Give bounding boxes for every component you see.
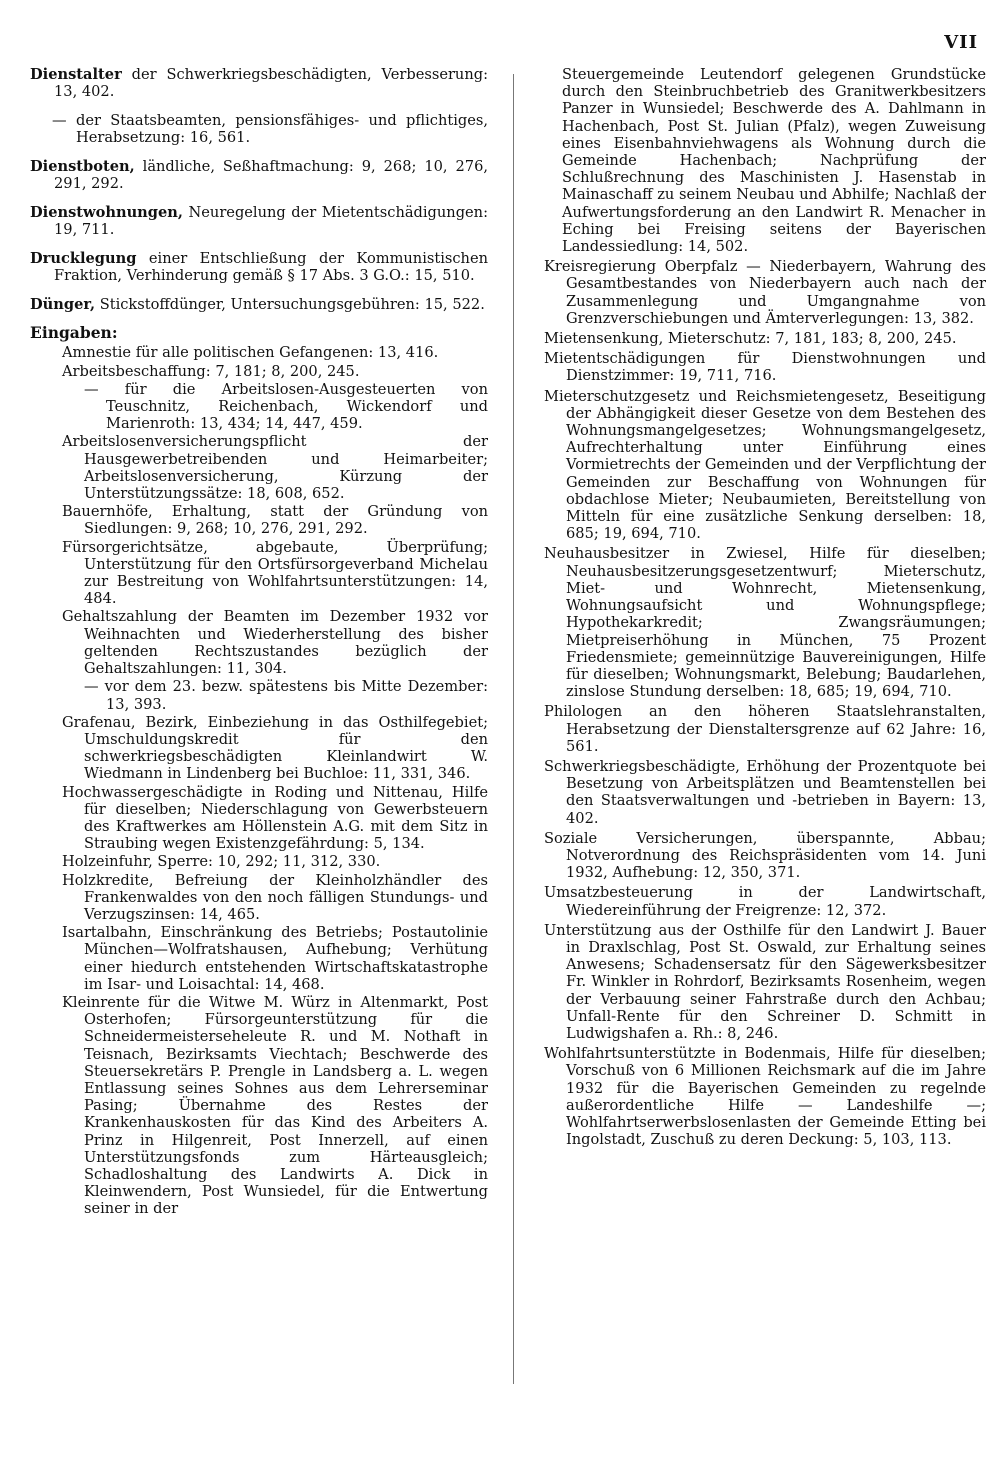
index-entry — [30, 158, 488, 192]
index-entry — [62, 924, 488, 993]
index-entry — [30, 296, 488, 313]
entry-text: Grafenau, Bezirk, Einbeziehung in das Osthilfegebiet; Umschuldungskredit für den schwerkriegsbeschädigten Kleinlandwirt W. Wiedmann in Lindenberg bei Buchloe: 11, 331, 346. — [62, 713, 488, 783]
entry-text: Philologen an den höheren Staatslehranstalten, Herabsetzung der Dienstaltersgrenze auf 62 Jahre: 16, 561. — [544, 703, 986, 755]
entry-text: Steuergemeinde Leutendorf gelegenen Grundstücke durch den Steinbruchbetrieb des Granitwerkbesitzers Panzer in Wunsiedel; Beschwerde des A. Dahlmann in Hachenbach, Post St. Julian (Pfalz), wegen Zuweisung eines Eisenbahnviehwagens als Wohnung durch die Gemeinde Hachenbach; Nachprüfung der Schlußrechnung des Maschinisten J. Hasenstab in Mainaschaff zu seinem Neubau und Abhilfe; Nachlaß der Aufwertungsforderung an den Landwirt R. Menacher in Eching bei Freising seitens der Bayerischen Landessiedlung: 14, 502. — [562, 66, 986, 256]
page-number: VII — [944, 32, 978, 53]
index-entry — [62, 344, 488, 361]
index-entry — [540, 830, 986, 882]
entry-text: Stickstoffdünger, Untersuchungsgebühren: 15, 522. — [95, 295, 485, 313]
index-entry — [30, 250, 488, 284]
left-column — [30, 66, 488, 1219]
section-heading: Eingaben: — [30, 323, 118, 343]
index-entry — [62, 994, 488, 1218]
entry-text: Mieterschutzgesetz und Reichsmietengesetz, Beseitigung der Abhängigkeit dieser Gesetze von dem Bestehen des Wohnungsmangelgesetzes; Wohnungsmangelgesetz, Aufrechterhaltung unter Einführung eines Vormietrechts der Gemeinden und der Verpflichtung der Gemeinden zur Beschaffung von Wohnungen für obdachlose Mieter; Neubaumieten, Bereitstellung von Mitteln für eine zusätzliche Senkung derselben: 18, 685; 19, 694, 710. — [544, 387, 986, 543]
index-entry — [540, 66, 986, 255]
index-entry — [62, 363, 488, 380]
index-entry — [540, 703, 986, 755]
entry-text: Holzkredite, Befreiung der Kleinholzhändler des Frankenwaldes von den noch fälligen Stundungs- und Verzugszinsen: 14, 465. — [62, 871, 488, 923]
index-entry — [62, 784, 488, 853]
index-entry — [30, 204, 488, 238]
index-entry — [62, 853, 488, 870]
entry-text: Fürsorgerichtsätze, abgebaute, Überprüfung; Unterstützung für den Ortsfürsorgeverband Michelau zur Bestreitung von Wohlfahrtsunterstützungen: 14, 484. — [62, 538, 488, 608]
index-entry — [62, 433, 488, 502]
entry-text: Wohlfahrtsunterstützte in Bodenmais, Hilfe für dieselben; Vorschuß von 6 Millionen Reichsmark auf die im Jahre 1932 für die Bayerischen Gemeinden zu regelnde außerordentliche Hilfe — Landeshilfe —; Wohlfahrtserwerbslosenlasten der Gemeinde Etting bei Ingolstadt, Zuschuß zu deren Deckung: 5, 103, 113. — [544, 1045, 986, 1149]
index-entry — [30, 66, 488, 100]
entry-text: — der Staatsbeamten, pensionsfähiges- und pflichtiges, Herabsetzung: 16, 561. — [52, 111, 488, 147]
index-entry — [540, 258, 986, 327]
index-entry — [62, 381, 488, 433]
index-entry — [62, 539, 488, 608]
entry-text: Bauernhöfe, Erhaltung, statt der Gründung von Siedlungen: 9, 268; 10, 276, 291, 292. — [62, 503, 488, 538]
entry-heading: Drucklegung — [30, 249, 137, 267]
index-entry — [540, 330, 986, 347]
index-entry — [540, 1045, 986, 1148]
entry-heading: Dienstboten, — [30, 157, 135, 175]
index-entry — [540, 388, 986, 543]
entry-text: einer Entschließung der Kommunistischen Fraktion, Verhinderung gemäß § 17 Abs. 3 G.O.: 15, 510. — [54, 249, 488, 284]
entry-text: Arbeitsbeschaffung: 7, 181; 8, 200, 245. — [62, 362, 360, 380]
entry-text: Kleinrente für die Witwe M. Würz in Altenmarkt, Post Osterhofen; Fürsorgeunterstützung für die Schneidermeisterseheleute R. und M. Nothaft in Teisnach, Bezirksamts Viechtach; Beschwerde des Steuersekretärs P. Prengle in Landsberg a. L. wegen Entlassung seines Sohnes aus dem Lehrerseminar Pasing; Übernahme des Restes der Krankenhauskosten für das Kind des Arbeiters A. Prinz in Hilgenreit, Post Innerzell, auf einen Unterstützungsfonds zum Härteausgleich; Schadloshaltung des Landwirts A. Dick in Kleinwendern, Post Wunsiedel, für die Entwertung seiner in der — [62, 993, 488, 1218]
index-entry — [62, 714, 488, 783]
index-entry — [540, 922, 986, 1042]
entry-text: Schwerkriegsbeschädigte, Erhöhung der Prozentquote bei Besetzung von Arbeitsplätzen und Beamtenstellen bei den Staatsverwaltungen und -betrieben in Bayern: 13, 402. — [544, 757, 986, 827]
index-entry — [540, 350, 986, 384]
entry-text: Neuhausbesitzer in Zwiesel, Hilfe für dieselben; Neuhausbesitzerungsgesetzentwurf; Mieterschutz, Miet- und Wohnrecht, Mietensenkung, Wohnungsaufsicht und Wohnungspflege; Hypothekarkredit; Zwangsräumungen; Mietpreiserhöhung in München, 75 Prozent Friedensmiete; gemeinnützige Bauvereinigungen, Hilfe für dieselben; Wohnungsmarkt, Belebung; Baudarlehen, zinslose Stundung derselben: 18, 685; 19, 694, 710. — [544, 545, 986, 701]
column-divider — [513, 74, 514, 1384]
right-column — [540, 66, 986, 1151]
index-entry — [62, 678, 488, 712]
entry-text: Arbeitslosenversicherungspflicht der Hausgewerbetreibenden und Heimarbeiter; Arbeitslosenversicherung, Kürzung der Unterstützungssätze: 18, 608, 652. — [62, 433, 488, 503]
eingaben-list — [30, 344, 488, 1217]
entry-text: Neuregelung der Mietentschädigungen: 19, 711. — [54, 203, 488, 238]
entry-text: Unterstützung aus der Osthilfe für den Landwirt J. Bauer in Draxlschlag, Post St. Oswald, zur Erhaltung seines Anwesens; Schadensersatz für den Sägewerksbesitzer Fr. Winkler in Rohrdorf, Bezirksamts Rosenheim, wegen der Verbauung seiner Fahrstraße durch den Achbau; Unfall-Rente für den Schreiner D. Schmitt in Ludwigshafen a. Rh.: 8, 246. — [544, 921, 986, 1042]
index-entry — [540, 884, 986, 918]
entry-text: — für die Arbeitslosen-Ausgesteuerten von Teuschnitz, Reichenbach, Wickendorf und Marienroth: 13, 434; 14, 447, 459. — [84, 380, 488, 433]
entry-text: Kreisregierung Oberpfalz — Niederbayern, Wahrung des Gesamtbestandes von Niederbayern auch nach der Zusammenlegung und Umgangnahme von Grenzverschiebungen und Ämterverlegungen: 13, 382. — [544, 258, 986, 327]
entry-text: Umsatzbesteuerung in der Landwirtschaft, Wiedereinführung der Freigrenze: 12, 372. — [544, 884, 986, 919]
entry-text: Hochwassergeschädigte in Roding und Nittenau, Hilfe für dieselben; Niederschlagung von Gewerbsteuern des Kraftwerkes am Höllenstein A.G. mit dem Sitz in Straubing wegen Existenzgefährdung: 5, 134. — [62, 783, 488, 853]
index-entry — [62, 503, 488, 537]
entry-text: ländliche, Seßhaftmachung: 9, 268; 10, 276, 291, 292. — [54, 157, 488, 193]
entry-text: Gehaltszahlung der Beamten im Dezember 1932 vor Weihnachten und Wiederherstellung des bisher geltenden Rechtszustandes bezüglich der Gehaltszahlungen: 11, 304. — [62, 608, 488, 678]
left-top-entries — [30, 66, 488, 313]
entry-text: Amnestie für alle politischen Gefangenen: 13, 416. — [62, 344, 439, 362]
entry-text: Soziale Versicherungen, überspannte, Abbau; Notverordnung des Reichspräsidenten vom 14. Juni 1932, Aufhebung: 12, 350, 371. — [544, 829, 986, 882]
entry-text: — vor dem 23. bezw. spätestens bis Mitte Dezember: 13, 393. — [84, 678, 488, 713]
entry-text: Mietensenkung, Mieterschutz: 7, 181, 183; 8, 200, 245. — [544, 330, 957, 348]
entry-heading: Dünger, — [30, 295, 96, 313]
index-entry — [30, 112, 488, 146]
entry-heading: Dienstwohnungen, — [30, 203, 183, 221]
entry-text: Mietentschädigungen für Dienstwohnungen und Dienstzimmer: 19, 711, 716. — [544, 350, 986, 385]
entry-text: Isartalbahn, Einschränkung des Betriebs; Postautolinie München—Wolfratshausen, Aufhebung; Verhütung einer hiedurch entstehenden Wirtschaftskatastrophe im Isar- und Loisachtal: 14, 468. — [62, 924, 488, 993]
entry-heading: Dienstalter — [30, 66, 122, 83]
index-entry — [62, 872, 488, 924]
index-entry — [540, 545, 986, 700]
entry-text: Holzeinfuhr, Sperre: 10, 292; 11, 312, 330. — [62, 853, 381, 871]
entry-text: der Schwerkriegsbeschädigten, Verbesserung: 13, 402. — [54, 66, 488, 101]
index-entry — [62, 608, 488, 677]
index-entry — [540, 758, 986, 827]
